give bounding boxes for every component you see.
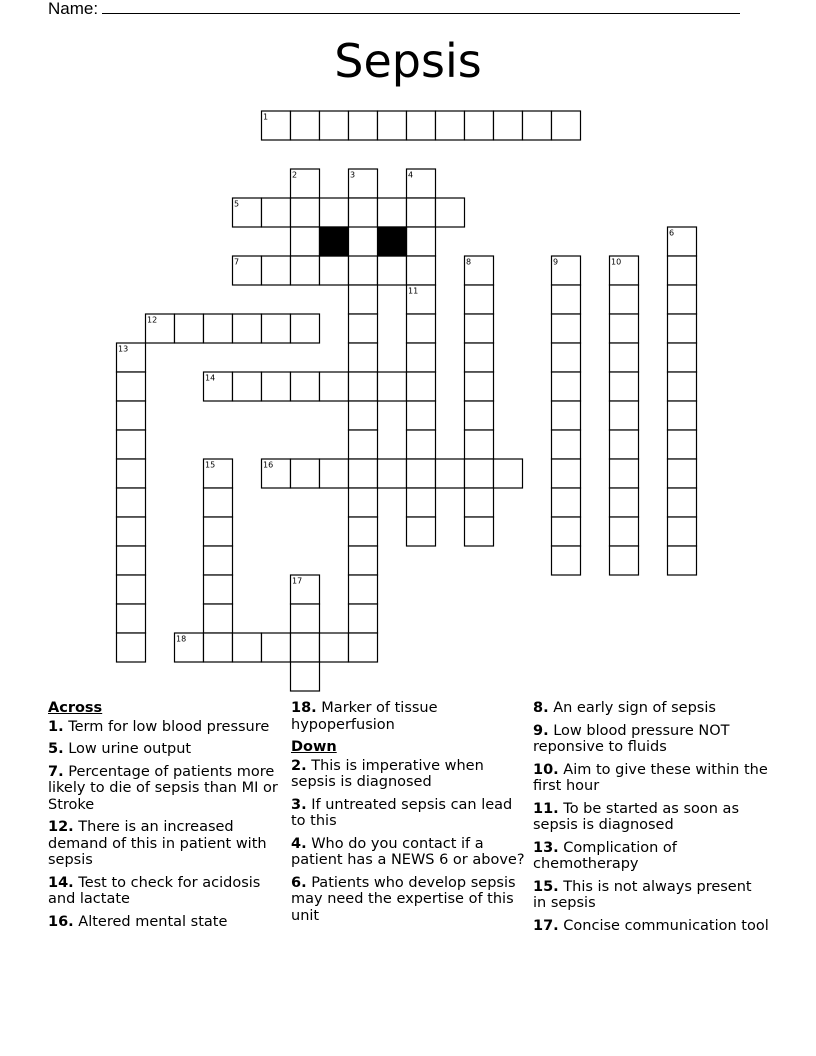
grid-cell[interactable] xyxy=(436,459,465,488)
grid-cell[interactable] xyxy=(349,401,378,430)
clue-number: 5. xyxy=(48,741,64,757)
grid-cell[interactable] xyxy=(610,517,639,546)
grid-cell[interactable] xyxy=(465,488,494,517)
clue-item xyxy=(291,700,527,733)
clue-number: 4. xyxy=(291,835,307,852)
clue-text: Marker of tissue hypoperfusion xyxy=(291,700,438,733)
grid-cell[interactable] xyxy=(291,256,320,285)
clue-number: 8. xyxy=(533,700,549,716)
clues-column-3 xyxy=(533,700,769,940)
grid-cell[interactable] xyxy=(349,111,378,140)
grid-cell[interactable] xyxy=(465,401,494,430)
clue-item xyxy=(533,918,769,935)
grid-cell[interactable] xyxy=(465,285,494,314)
clue-text: Low blood pressure NOT reponsive to fluids xyxy=(533,722,730,755)
grid-cell[interactable] xyxy=(117,401,146,430)
grid-cell[interactable] xyxy=(465,343,494,372)
grid-cell[interactable] xyxy=(291,227,320,256)
grid-cell[interactable] xyxy=(552,430,581,459)
grid-cell[interactable] xyxy=(117,372,146,401)
grid-cell[interactable] xyxy=(552,314,581,343)
grid-cell[interactable] xyxy=(320,633,349,662)
clue-number: 2. xyxy=(291,757,307,774)
cell-number: 8 xyxy=(466,257,472,267)
grid-cell[interactable] xyxy=(407,256,436,285)
clue-text: There is an increased demand of this in patient with sepsis xyxy=(48,819,267,868)
cell-number: 1 xyxy=(263,112,269,122)
clue-text: An early sign of sepsis xyxy=(553,700,716,716)
down-clue-list xyxy=(291,758,527,925)
clue-number: 18. xyxy=(291,700,317,716)
grid-cell[interactable] xyxy=(552,111,581,140)
clue-number: 15. xyxy=(533,878,559,895)
grid-cell[interactable] xyxy=(668,517,697,546)
grid-cell[interactable] xyxy=(291,459,320,488)
grid-cell[interactable] xyxy=(204,488,233,517)
grid-cell[interactable] xyxy=(378,459,407,488)
grid-cell[interactable] xyxy=(610,314,639,343)
grid-cell[interactable] xyxy=(552,546,581,575)
clue-item xyxy=(533,762,769,795)
cell-number: 3 xyxy=(350,170,356,180)
clue-text: Aim to give these within the first hour xyxy=(533,761,768,794)
clue-item xyxy=(48,741,284,758)
clue-text: Who do you contact if a patient has a NEWS 6 or above? xyxy=(291,835,525,868)
grid-cell[interactable] xyxy=(378,256,407,285)
grid-cell[interactable] xyxy=(668,372,697,401)
grid-cell[interactable] xyxy=(175,314,204,343)
grid-cell[interactable] xyxy=(204,604,233,633)
cell-number: 7 xyxy=(234,257,240,267)
grid-cell[interactable] xyxy=(668,256,697,285)
grid-cell[interactable] xyxy=(465,430,494,459)
cell-number: 18 xyxy=(176,634,187,644)
grid-cell[interactable] xyxy=(117,459,146,488)
cell-number: 10 xyxy=(611,257,622,267)
cell-number: 15 xyxy=(205,460,216,470)
grid-cell[interactable] xyxy=(407,343,436,372)
puzzle-title: Sepsis xyxy=(334,34,482,88)
cell-number: 16 xyxy=(263,460,274,470)
grid-cell[interactable] xyxy=(233,633,262,662)
grid-cell[interactable] xyxy=(407,198,436,227)
clue-text: Term for low blood pressure xyxy=(68,718,270,735)
grid-cell[interactable] xyxy=(204,546,233,575)
clue-text: Low urine output xyxy=(68,741,192,757)
grid-cell[interactable] xyxy=(610,430,639,459)
grid-cell[interactable] xyxy=(465,517,494,546)
grid-cell[interactable] xyxy=(378,198,407,227)
clue-item xyxy=(291,758,527,791)
grid-cell[interactable] xyxy=(349,343,378,372)
grid-cell[interactable] xyxy=(494,459,523,488)
grid-cell[interactable] xyxy=(320,111,349,140)
grid-cell[interactable] xyxy=(668,401,697,430)
grid-cell[interactable] xyxy=(552,517,581,546)
grid-cell[interactable] xyxy=(668,343,697,372)
grid-cell[interactable] xyxy=(204,633,233,662)
grid-cell[interactable] xyxy=(610,401,639,430)
grid-cell[interactable] xyxy=(117,604,146,633)
grid-cell[interactable] xyxy=(117,575,146,604)
grid-cell[interactable] xyxy=(349,546,378,575)
clue-item xyxy=(291,797,527,830)
clue-number: 9. xyxy=(533,722,549,739)
grid-cell[interactable] xyxy=(436,111,465,140)
grid-cell[interactable] xyxy=(668,314,697,343)
grid-cell[interactable] xyxy=(291,314,320,343)
grid-cell[interactable] xyxy=(262,256,291,285)
grid-cell[interactable] xyxy=(407,430,436,459)
clue-number: 17. xyxy=(533,917,559,934)
clue-item xyxy=(48,719,284,736)
grid-cell[interactable] xyxy=(349,517,378,546)
clue-item xyxy=(48,764,284,814)
grid-cell[interactable] xyxy=(349,198,378,227)
grid-cell[interactable] xyxy=(610,488,639,517)
clue-text: To be started as soon as sepsis is diagnosed xyxy=(533,800,739,833)
clue-item xyxy=(533,840,769,873)
clue-item xyxy=(291,875,527,925)
grid-cell[interactable] xyxy=(204,517,233,546)
grid-cell[interactable] xyxy=(378,111,407,140)
grid-cell[interactable] xyxy=(610,546,639,575)
grid-cell[interactable] xyxy=(552,343,581,372)
name-label: Name: xyxy=(48,0,99,18)
grid-cell[interactable] xyxy=(552,459,581,488)
grid-cell[interactable] xyxy=(610,459,639,488)
grid-cell[interactable] xyxy=(349,488,378,517)
clue-number: 7. xyxy=(48,763,64,780)
grid-cell[interactable] xyxy=(465,111,494,140)
clue-text: Concise communication tool xyxy=(563,917,769,934)
grid-cell[interactable] xyxy=(117,633,146,662)
grid-cell[interactable] xyxy=(407,488,436,517)
clue-number: 14. xyxy=(48,874,74,891)
grid-cell[interactable] xyxy=(552,285,581,314)
grid-cell[interactable] xyxy=(407,401,436,430)
grid-cell[interactable] xyxy=(523,111,552,140)
clue-item xyxy=(48,819,284,869)
clue-number: 13. xyxy=(533,839,559,856)
grid-cell[interactable] xyxy=(291,604,320,633)
grid-cell[interactable] xyxy=(117,517,146,546)
grid-cell[interactable] xyxy=(407,111,436,140)
clue-text: This is not always present in sepsis xyxy=(533,878,752,911)
grid-cell[interactable] xyxy=(291,111,320,140)
clue-number: 16. xyxy=(48,913,74,930)
cell-number: 6 xyxy=(669,228,675,238)
grid-cell[interactable] xyxy=(552,488,581,517)
grid-cell[interactable] xyxy=(233,314,262,343)
across-clue-list xyxy=(48,719,284,931)
grid-cell[interactable] xyxy=(668,546,697,575)
clue-text: Test to check for acidosis and lactate xyxy=(48,874,261,907)
grid-cell[interactable] xyxy=(233,372,262,401)
clue-text: Altered mental state xyxy=(78,913,228,930)
grid-cell[interactable] xyxy=(494,111,523,140)
grid-cell[interactable] xyxy=(291,372,320,401)
grid-cell[interactable] xyxy=(668,285,697,314)
grid-cell[interactable] xyxy=(407,372,436,401)
grid-cell[interactable] xyxy=(262,198,291,227)
cell-number: 4 xyxy=(408,170,414,180)
grid-cell[interactable] xyxy=(407,459,436,488)
clue-number: 3. xyxy=(291,796,307,813)
clue-item xyxy=(533,879,769,912)
clue-item xyxy=(533,700,769,717)
clue-text: If untreated sepsis can lead to this xyxy=(291,796,513,829)
grid-cell[interactable] xyxy=(407,227,436,256)
clue-item xyxy=(48,875,284,908)
grid-cell[interactable] xyxy=(262,633,291,662)
clue-text: This is imperative when sepsis is diagnosed xyxy=(291,757,484,790)
across-heading: Across xyxy=(48,700,103,716)
grid-cell[interactable] xyxy=(320,459,349,488)
clue-number: 12. xyxy=(48,819,74,835)
grid-cell[interactable] xyxy=(349,459,378,488)
grid-cell[interactable] xyxy=(117,546,146,575)
grid-cell[interactable] xyxy=(349,256,378,285)
grid-cell[interactable] xyxy=(291,633,320,662)
grid-cell[interactable] xyxy=(349,633,378,662)
grid-cell[interactable] xyxy=(117,488,146,517)
grid-cell[interactable] xyxy=(668,488,697,517)
grid-cell[interactable] xyxy=(610,343,639,372)
grid-cell[interactable] xyxy=(465,372,494,401)
cell-number: 11 xyxy=(408,286,419,296)
grid-cell[interactable] xyxy=(349,575,378,604)
grid-cell[interactable] xyxy=(668,430,697,459)
grid-cell[interactable] xyxy=(465,459,494,488)
across-clue-list-continued xyxy=(291,700,527,733)
blocked-cell xyxy=(378,227,407,256)
grid-cell[interactable] xyxy=(349,314,378,343)
blocked-cell xyxy=(320,227,349,256)
grid-cell[interactable] xyxy=(407,517,436,546)
cell-number: 2 xyxy=(292,170,298,180)
cell-number: 5 xyxy=(234,199,240,209)
down-clue-list-continued xyxy=(533,700,769,934)
grid-cell[interactable] xyxy=(465,314,494,343)
clue-text: Percentage of patients more likely to die of sepsis than MI or Stroke xyxy=(48,763,278,813)
grid-cell[interactable] xyxy=(349,604,378,633)
clue-number: 6. xyxy=(291,874,307,891)
cell-number: 17 xyxy=(292,576,303,586)
grid-cell[interactable] xyxy=(349,372,378,401)
grid-cell[interactable] xyxy=(349,285,378,314)
grid-cell[interactable] xyxy=(436,198,465,227)
grid-cell[interactable] xyxy=(204,314,233,343)
clue-text: Patients who develop sepsis may need the expertise of this unit xyxy=(291,874,516,924)
grid-cell[interactable] xyxy=(320,256,349,285)
clues-column-2 xyxy=(291,700,527,930)
clues-column-1 xyxy=(48,700,284,936)
grid-cell[interactable] xyxy=(291,662,320,691)
clue-number: 11. xyxy=(533,800,559,817)
grid-cell[interactable] xyxy=(610,285,639,314)
clue-text: Complication of chemotherapy xyxy=(533,839,677,872)
clue-item xyxy=(48,914,284,931)
grid-cell[interactable] xyxy=(262,314,291,343)
grid-cell[interactable] xyxy=(117,430,146,459)
clue-number: 10. xyxy=(533,761,559,778)
cell-number: 12 xyxy=(147,315,158,325)
grid-cell[interactable] xyxy=(262,372,291,401)
grid-cell[interactable] xyxy=(668,459,697,488)
grid-cell[interactable] xyxy=(320,198,349,227)
grid-cell[interactable] xyxy=(320,372,349,401)
down-heading: Down xyxy=(291,739,337,755)
clue-item xyxy=(291,836,527,869)
grid-cell[interactable] xyxy=(407,314,436,343)
clue-item xyxy=(533,801,769,834)
cell-number: 13 xyxy=(118,344,129,354)
grid-cell[interactable] xyxy=(552,372,581,401)
grid-cell[interactable] xyxy=(349,430,378,459)
grid-cell[interactable] xyxy=(552,401,581,430)
grid-cell[interactable] xyxy=(378,372,407,401)
grid-cell[interactable] xyxy=(291,198,320,227)
clue-item xyxy=(533,723,769,756)
grid-cell[interactable] xyxy=(204,575,233,604)
clue-number: 1. xyxy=(48,718,64,735)
cell-number: 9 xyxy=(553,257,559,267)
cell-number: 14 xyxy=(205,373,216,383)
grid-cell[interactable] xyxy=(610,372,639,401)
